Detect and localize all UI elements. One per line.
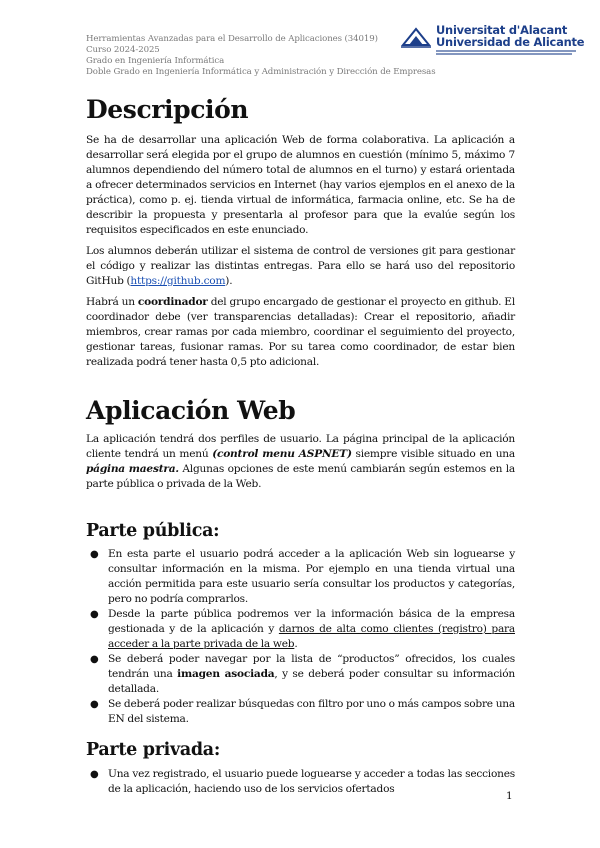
logo-name-spanish: Universidad de Alicante [436,34,585,49]
parte-privada-list [86,767,515,797]
subsection-title-parte-privada: Parte privada: [86,740,221,760]
header-course-name: Herramientas Avanzadas para el Desarrollo de Aplicaciones (34019) [86,34,378,44]
list-item: ● Desde la parte pública podremos ver la información básica de la empresa gestionada y de la aplicación y darnos de alta como clientes (registro) para acceder a la parte privada de la web. [90,608,515,650]
github-link[interactable]: https://github.com [130,275,226,287]
section-title-descripcion: Descripción [86,95,249,124]
header-year: Curso 2024-2025 [86,45,160,55]
list-item: ● En esta parte el usuario podrá acceder a la aplicación Web sin loguearse y consultar información en la misma. Por ejemplo en una tienda virtual una acción permitida para este usuario sería consultar los productos y categorías, pero no podría comprarlos. [90,548,515,605]
section-title-aplicacion-web: Aplicación Web [86,396,296,425]
header-double-degree: Doble Grado en Ingeniería Informática y Administración y Dirección de Empresas [86,67,436,77]
paragraph-descripcion-2: Los alumnos deberán utilizar el sistema de control de versiones git para gestionar el código y realizar las distintas entregas. Para ello se hará uso del repositorio GitHub (https://github.com). [86,245,515,287]
subsection-title-parte-publica: Parte pública: [86,521,220,541]
list-item: ● Se deberá poder realizar búsquedas con filtro por uno o más campos sobre una EN del sistema. [90,698,516,725]
logo-tagline [436,50,586,55]
university-logo [401,23,585,67]
logo-name-valencian: Universitat d'Alacant [436,23,568,37]
page-number: 1 [506,790,513,802]
university-emblem-icon [401,25,431,49]
list-item: ● Se deberá poder navegar por la lista de “productos” ofrecidos, los cuales tendrán una imagen asociada, y se deberá poder consultar su información detallada. [90,653,515,695]
paragraph-aplicacion-1: La aplicación tendrá dos perfiles de usuario. La página principal de la aplicación cliente tendrá un menú (control menu ASPNET) siempre visible situado en una página maestra. Algunas opciones de este menú cambiarán según estemos en la parte pública o privada de la Web. [86,433,516,490]
header-degree: Grado en Ingeniería Informática [86,56,225,66]
paragraph-descripcion-3: Habrá un coordinador del grupo encargado de gestionar el proyecto en github. El coordinador debe (ver transparencias detalladas): Crear el repositorio, añadir miembros, crear ramas por cada miembro, coordinar el seguimiento del proyecto, gestionar tareas, fusionar ramas. Por su tarea como coordinador, de estar bien realizada podrá tener hasta 0,5 pto adicional. [86,296,515,368]
paragraph-descripcion-1: Se ha de desarrollar una aplicación Web de forma colaborativa. La aplicación a desarrollar será elegida por el grupo de alumnos en cuestión (mínimo 5, máximo 7 alumnos dependiendo del número total de alumnos en el turno) y estará orientada a ofrecer determinados servicios en Internet (hay varios ejemplos en el anexo de la práctica), como p. ej. tienda virtual de informática, farmacia online, etc. Se ha de describir la propuesta y presentarla al profesor para que la evalúe según los requisitos especificados en este enunciado. [86,134,515,236]
document-body [86,95,515,797]
parte-publica-list [86,547,515,727]
list-item: ● Una vez registrado, el usuario puede loguearse y acceder a todas las secciones de la aplicación, haciendo uso de los servicios ofertados [90,768,515,795]
